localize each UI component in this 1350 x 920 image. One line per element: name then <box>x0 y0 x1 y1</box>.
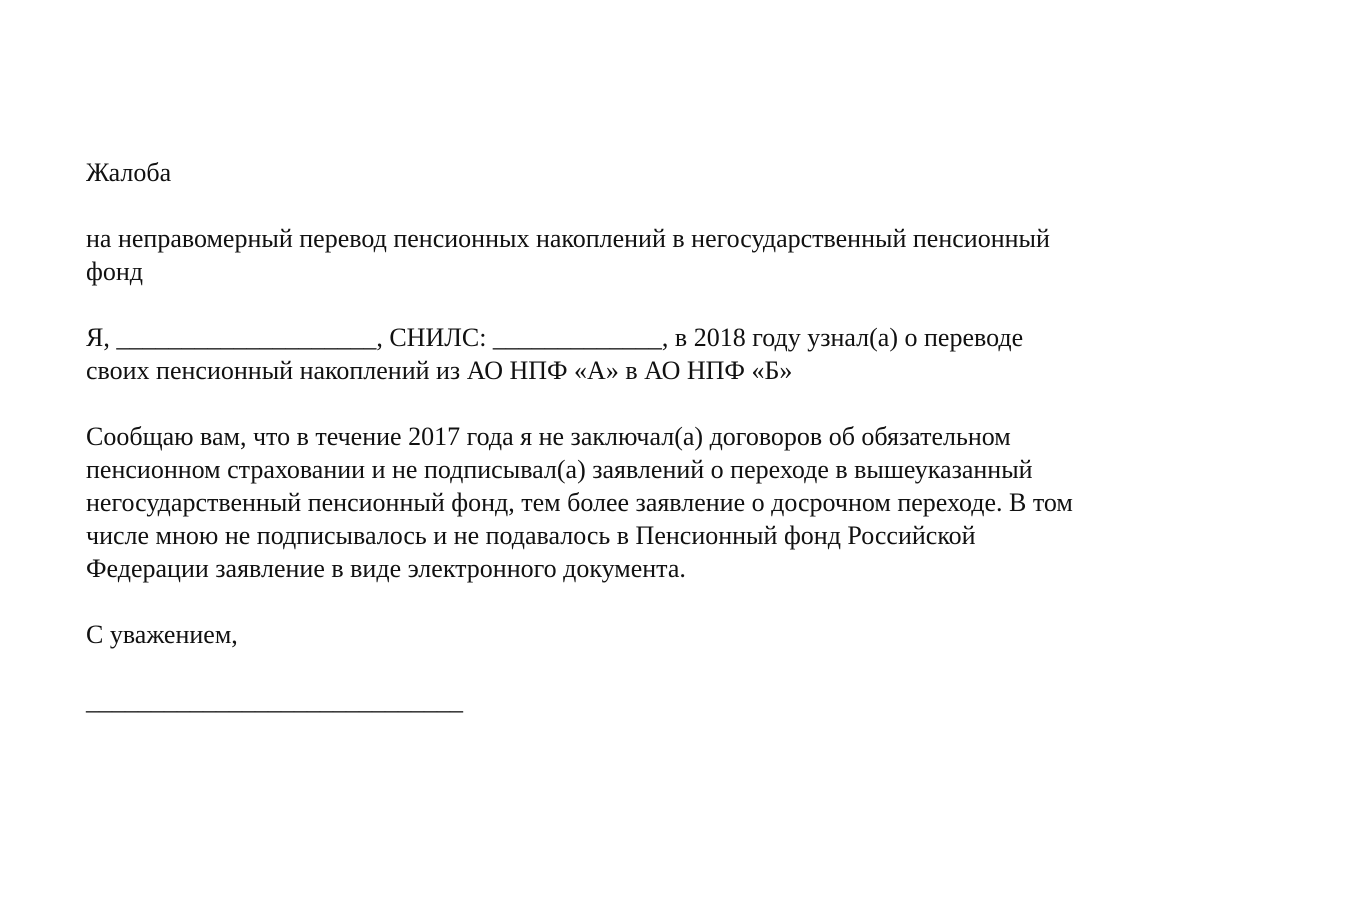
statement-block <box>86 321 1196 387</box>
subject-line: на неправомерный перевод пенсионных накоплений в негосударственный пенсионный <box>86 224 1050 253</box>
subject-line: фонд <box>86 257 143 286</box>
body-line: Федерации заявление в виде электронного документа. <box>86 554 686 583</box>
closing-text: С уважением, <box>86 620 238 649</box>
subject-block <box>86 222 1196 288</box>
document-page <box>86 156 1196 717</box>
body-block <box>86 420 1196 585</box>
signature-block <box>86 684 1196 717</box>
body-line: негосударственный пенсионный фонд, тем более заявление о досрочном переходе. В том <box>86 488 1073 517</box>
body-line: числе мною не подписывалось и не подавалось в Пенсионный фонд Российской <box>86 521 976 550</box>
body-line: Сообщаю вам, что в течение 2017 года я не заключал(а) договоров об обязательном <box>86 422 1011 451</box>
closing-block <box>86 618 1196 651</box>
body-line: пенсионном страховании и не подписывал(а) заявлений о переходе в вышеуказанный <box>86 455 1033 484</box>
signature-line: _____________________________ <box>86 686 463 715</box>
statement-line: Я, ____________________, СНИЛС: _____________, в 2018 году узнал(а) о переводе <box>86 323 1024 352</box>
document-title: Жалоба <box>86 158 172 187</box>
statement-line: своих пенсионный накоплений из АО НПФ «А» в АО НПФ «Б» <box>86 356 793 385</box>
